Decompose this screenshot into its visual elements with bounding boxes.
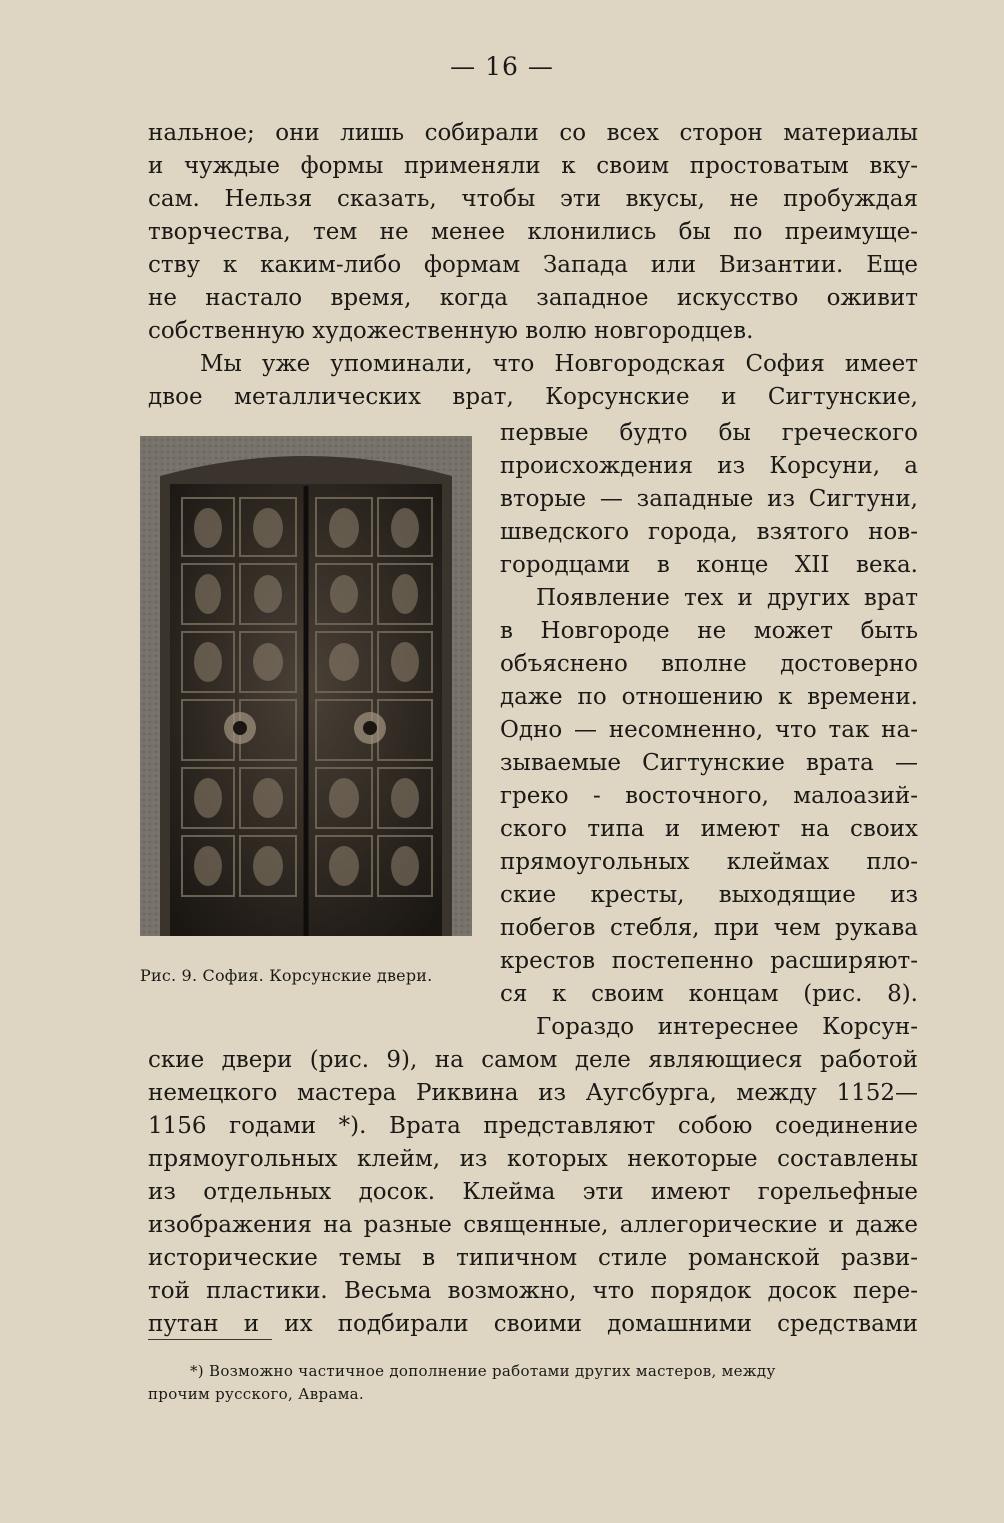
text-line: ские кресты, выходящие из: [500, 882, 918, 908]
page-number: — 16 —: [450, 52, 554, 81]
text-line: Одно — несомненно, что так на-: [500, 717, 918, 743]
text-line: объяснено вполне достоверно: [500, 651, 918, 677]
text-line: даже по отношению к времени.: [500, 684, 918, 710]
paragraph-first-line: Появление тех и других врат: [536, 585, 918, 611]
text-line: ского типа и имеют на своих: [500, 816, 918, 842]
text-line: путан и их подбирали своими домашними средствами: [148, 1311, 918, 1337]
door-photo: [140, 436, 472, 936]
text-line: ству к каким-либо формам Запада или Византии. Еще: [148, 252, 918, 278]
text-line: в Новгороде не может быть: [500, 618, 918, 644]
text-line: прямоугольных клейм, из которых некоторые составлены: [148, 1146, 918, 1172]
text-line: той пластики. Весьма возможно, что порядок досок пере-: [148, 1278, 918, 1304]
text-line: собственную художественную волю новгородцев.: [148, 318, 754, 344]
text-line: греко - восточного, малоазий-: [500, 783, 918, 809]
footnote-divider: [148, 1339, 272, 1340]
text-line: 1156 годами *). Врата представляют собою соединение: [148, 1113, 918, 1139]
korsun-doors-image: [140, 436, 472, 936]
text-line: из отдельных досок. Клейма эти имеют горельефные: [148, 1179, 918, 1205]
text-line: первые будто бы греческого: [500, 420, 918, 446]
text-line: творчества, тем не менее клонились бы по преимуще-: [148, 219, 918, 245]
footnote-line: *) Возможно частичное дополнение работами других мастеров, между: [190, 1362, 776, 1380]
text-line: ские двери (рис. 9), на самом деле являющиеся работой: [148, 1047, 918, 1073]
text-line: ся к своим концам (рис. 8).: [500, 981, 918, 1007]
text-line: вторые — западные из Сигтуни,: [500, 486, 918, 512]
text-line: двое металлических врат, Корсунские и Сигтунские,: [148, 384, 918, 410]
text-line: городцами в конце XII века.: [500, 552, 918, 578]
text-line: прямоугольных клеймах пло-: [500, 849, 918, 875]
text-line: сам. Нельзя сказать, чтобы эти вкусы, не пробуждая: [148, 186, 918, 212]
footnote-line: прочим русского, Аврама.: [148, 1385, 364, 1403]
text-line: зываемые Сигтунские врата —: [500, 750, 918, 776]
paragraph-first-line: Гораздо интереснее Корсун-: [536, 1014, 918, 1040]
text-line: немецкого мастера Риквина из Аугсбурга, между 1152—: [148, 1080, 918, 1106]
figure-caption: Рис. 9. София. Корсунские двери.: [140, 966, 433, 985]
text-line: изображения на разные священные, аллегорические и даже: [148, 1212, 918, 1238]
text-line: происхождения из Корсуни, а: [500, 453, 918, 479]
text-line: нальное; они лишь собирали со всех сторон материалы: [148, 120, 918, 146]
text-line: шведского города, взятого нов-: [500, 519, 918, 545]
text-line: и чуждые формы применяли к своим простоватым вку-: [148, 153, 918, 179]
text-line: не настало время, когда западное искусство оживит: [148, 285, 918, 311]
text-line: исторические темы в типичном стиле романской разви-: [148, 1245, 918, 1271]
text-line: побегов стебля, при чем рукава: [500, 915, 918, 941]
paragraph-first-line: Мы уже упоминали, что Новгородская София имеет: [200, 351, 918, 377]
text-line: крестов постепенно расширяют-: [500, 948, 918, 974]
